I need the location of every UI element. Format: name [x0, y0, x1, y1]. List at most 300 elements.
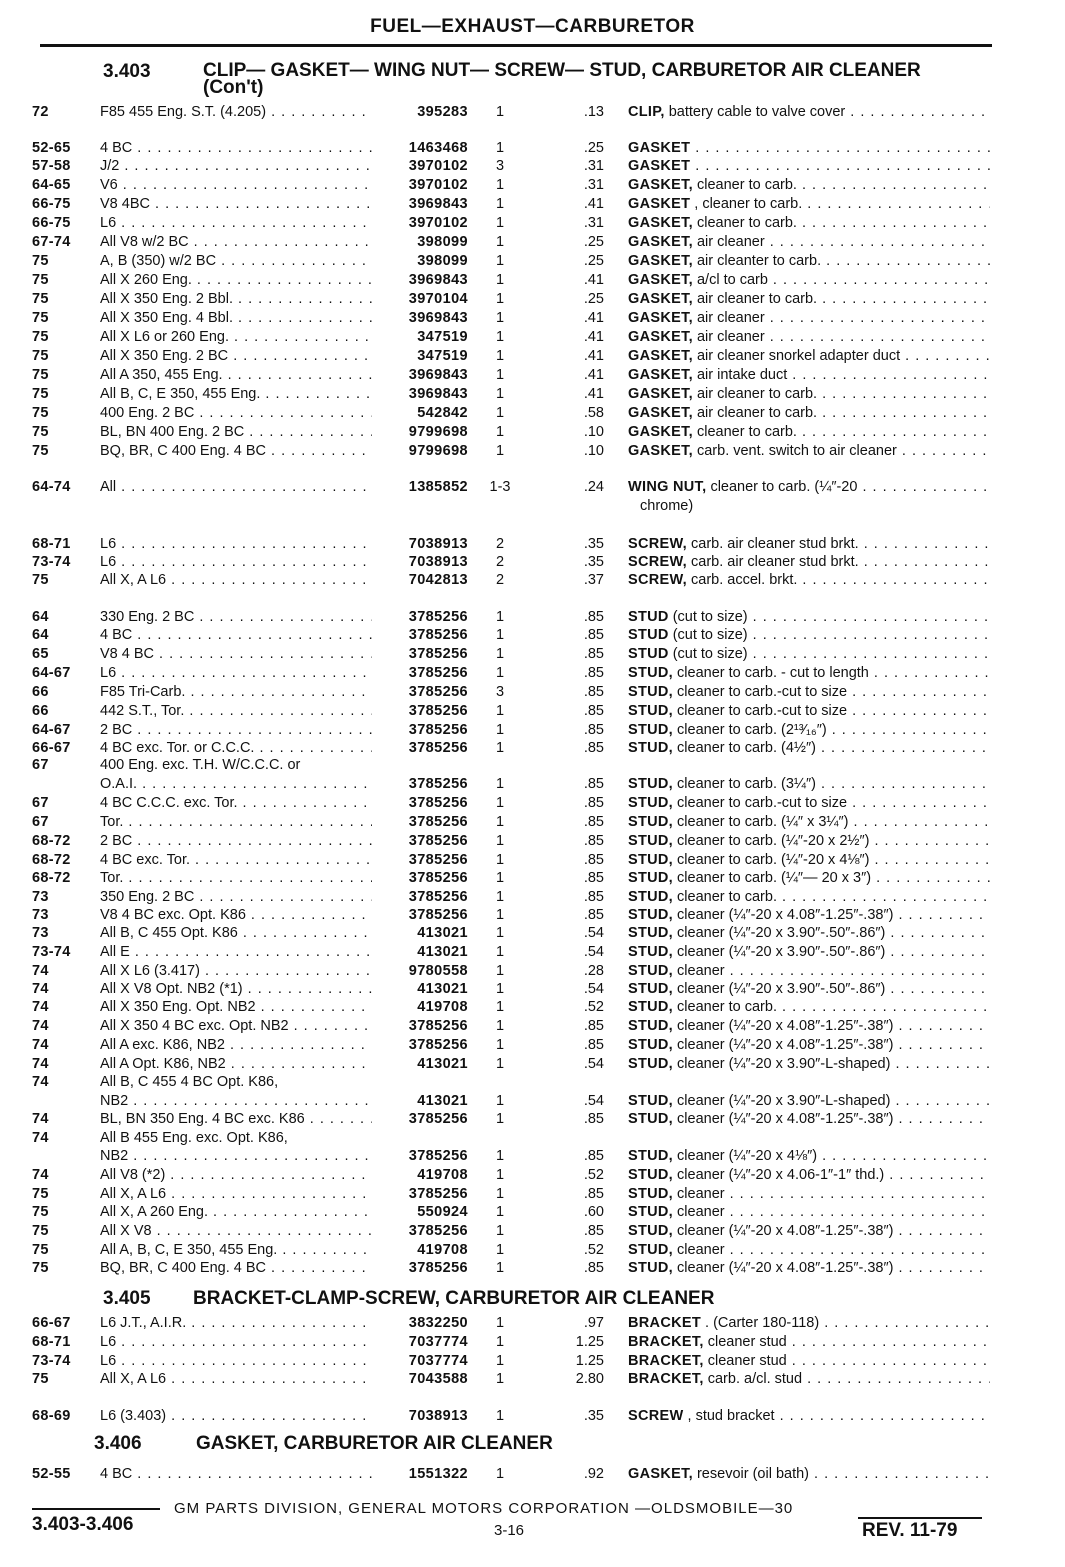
row-description-text: a/cl to carb [692, 272, 768, 288]
row-part-name: STUD, [628, 1242, 673, 1258]
row-part-name: GASKET, [628, 424, 693, 440]
row-part-number: 395283 [417, 104, 468, 120]
row-application: 330 Eng. 2 BC . . . [100, 608, 372, 627]
table-row [0, 404, 1065, 423]
row-quantity: 1 [495, 963, 505, 979]
row-part-number: 3785256 [408, 722, 468, 738]
row-part-number: 7038913 [408, 554, 468, 570]
row-price: .85 [583, 814, 604, 830]
row-year: 73 [32, 907, 49, 923]
row-price: .85 [583, 722, 604, 738]
row-price: .31 [583, 158, 604, 174]
row-year: 64 [32, 609, 49, 625]
row-description-text: cleaner (¼″-20 x 3.90″-L-shaped) [673, 1093, 891, 1109]
row-part-number: 3785256 [408, 684, 468, 700]
row-description [628, 813, 990, 832]
table-row [0, 794, 1065, 813]
row-application: All . . . [100, 478, 372, 497]
row-year: 57-58 [32, 158, 71, 174]
table-row [0, 998, 1065, 1017]
table-row [0, 366, 1065, 385]
row-application: All X 350 Eng. 2 BC . . . [100, 347, 372, 366]
row-price: .41 [583, 310, 604, 326]
row-description [628, 214, 990, 233]
row-description-text: cleaner to carb. (¼″-20 [706, 479, 858, 495]
row-application: BL, BN 400 Eng. 2 BC . . . [100, 423, 372, 442]
row-part-number: 3970102 [408, 158, 468, 174]
row-quantity: 1 [495, 1371, 505, 1387]
row-quantity: 1 [495, 1353, 505, 1369]
row-year: 75 [32, 424, 49, 440]
row-price: .85 [583, 795, 604, 811]
row-part-number: 3785256 [408, 1223, 468, 1239]
row-part-name: GASKET, [628, 1466, 693, 1482]
row-part-number: 3785256 [408, 1111, 468, 1127]
row-quantity: 1 [495, 443, 505, 459]
row-description-text: cleaner to carb. [692, 215, 797, 231]
row-description [628, 832, 990, 851]
row-part-name: GASKET, [628, 367, 693, 383]
table-row [0, 103, 1065, 122]
row-price: .85 [583, 889, 604, 905]
row-part-number: 3785256 [408, 740, 468, 756]
row-part-number: 542842 [417, 405, 468, 421]
row-part-number: 3785256 [408, 907, 468, 923]
row-price: .85 [583, 1037, 604, 1053]
row-part-number: 3970102 [408, 215, 468, 231]
row-price: .85 [583, 1260, 604, 1276]
row-year: 67 [32, 814, 49, 830]
row-price: .85 [583, 665, 604, 681]
row-description-text: carb. air cleaner stud brkt. [687, 554, 859, 570]
row-part-number: 419708 [417, 999, 468, 1015]
row-description-text: cleaner (¼″-20 x 3.90″-.50″-.86″) [673, 925, 886, 941]
row-quantity: 2 [495, 536, 505, 552]
row-quantity: 1 [495, 405, 505, 421]
row-description-text: cleaner [673, 963, 725, 979]
row-description [628, 290, 990, 309]
table-row [0, 290, 1065, 309]
row-price: .85 [583, 1186, 604, 1202]
row-description-text: cleaner (¼″-20 x 4.08″-1.25″-.38″) [673, 1223, 894, 1239]
row-part-name: BRACKET [628, 1315, 701, 1331]
row-year: 75 [32, 1242, 49, 1258]
row-quantity: 1 [495, 907, 505, 923]
row-part-number: 3785256 [408, 852, 468, 868]
row-application: V8 4 BC exc. Opt. K86 . . . [100, 906, 372, 925]
row-application: All B 455 Eng. exc. Opt. K86, [100, 1130, 288, 1146]
row-part-number: 3785256 [408, 1148, 468, 1164]
row-application: All A Opt. K86, NB2 . . . [100, 1055, 372, 1074]
row-description [628, 423, 990, 442]
table-row [0, 1017, 1065, 1036]
row-quantity: 1 [495, 367, 505, 383]
row-description [628, 233, 990, 252]
row-description-text: cleaner to carb. - cut to length [673, 665, 869, 681]
row-application: 400 Eng. exc. T.H. W/C.C.C. or [100, 757, 301, 773]
row-quantity: 1 [495, 999, 505, 1015]
table-row [0, 1055, 1065, 1074]
table-row [0, 271, 1065, 290]
row-quantity: 1 [495, 1167, 505, 1183]
row-year: 66-75 [32, 196, 71, 212]
row-year: 68-71 [32, 536, 71, 552]
table-row [0, 626, 1065, 645]
table-row [0, 423, 1065, 442]
row-application: All A 350, 455 Eng. . . . [100, 366, 372, 385]
row-price: .31 [583, 215, 604, 231]
row-part-number: 3969843 [408, 386, 468, 402]
row-description [628, 1036, 990, 1055]
row-price: .85 [583, 870, 604, 886]
row-quantity: 1 [495, 740, 505, 756]
row-description [628, 252, 990, 271]
row-price: .25 [583, 291, 604, 307]
row-quantity: 1 [495, 814, 505, 830]
row-part-number: 7038913 [408, 536, 468, 552]
row-description-text: cleaner (¼″-20 x 4.08″-1.25″-.38″) [673, 907, 894, 923]
row-description [628, 176, 990, 195]
row-application: All X, A L6 . . . [100, 1185, 372, 1204]
row-description-text: air cleaner snorkel adapter duct [692, 348, 901, 364]
row-year: 64-65 [32, 177, 71, 193]
table-row [0, 1185, 1065, 1204]
row-description [628, 683, 990, 702]
table-row [0, 664, 1065, 683]
row-application: Tor. . . . [100, 813, 372, 832]
row-price: .54 [583, 1093, 604, 1109]
row-part-number: 7037774 [408, 1334, 468, 1350]
row-part-number: 3785256 [408, 1186, 468, 1202]
row-year: 74 [32, 981, 49, 997]
row-description-text: . (Carter 180-118) [701, 1315, 820, 1331]
row-year: 74 [32, 1037, 49, 1053]
row-year: 75 [32, 367, 49, 383]
table-row [0, 1147, 1065, 1166]
row-price: .85 [583, 684, 604, 700]
row-description-text: cleaner [673, 1204, 725, 1220]
row-quantity: 1 [495, 386, 505, 402]
row-part-name: GASKET [628, 158, 691, 174]
row-application: All X L6 (3.417) . . . [100, 962, 372, 981]
table-row [0, 1129, 1065, 1148]
row-quantity: 1 [495, 104, 505, 120]
row-year: 52-55 [32, 1466, 71, 1482]
row-description [628, 980, 990, 999]
row-description [628, 721, 990, 740]
row-part-name: STUD, [628, 1204, 673, 1220]
table-row [0, 442, 1065, 461]
row-description-text: cleaner (¼″-20 x 3.90″-.50″-.86″) [673, 981, 886, 997]
row-price: .10 [583, 443, 604, 459]
row-price: .85 [583, 627, 604, 643]
row-quantity: 1 [495, 140, 505, 156]
table-row [0, 980, 1065, 999]
row-price: .85 [583, 907, 604, 923]
row-application: A, B (350) w/2 BC . . . [100, 252, 372, 271]
row-part-name: STUD, [628, 776, 673, 792]
row-quantity: 1 [495, 925, 505, 941]
row-part-number: 3785256 [408, 795, 468, 811]
row-application: All B, C 455 Opt. K86 . . . [100, 924, 372, 943]
row-price: .85 [583, 1223, 604, 1239]
row-description-text: carb. accel. brkt. [687, 572, 798, 588]
table-row [0, 553, 1065, 572]
header-divider [40, 44, 992, 47]
row-description [628, 1314, 990, 1333]
row-quantity: 3 [495, 158, 505, 174]
row-application: L6 . . . [100, 664, 372, 683]
row-description [628, 139, 990, 158]
row-part-name: STUD, [628, 814, 673, 830]
row-part-name: STUD, [628, 1018, 673, 1034]
row-quantity: 1 [495, 215, 505, 231]
row-year: 68-69 [32, 1408, 71, 1424]
row-year: 73 [32, 925, 49, 941]
table-row [0, 347, 1065, 366]
row-year: 74 [32, 1056, 49, 1072]
table-row [0, 1352, 1065, 1371]
row-part-name: STUD, [628, 795, 673, 811]
row-price: .28 [583, 963, 604, 979]
row-quantity: 1 [495, 1018, 505, 1034]
row-part-name: STUD, [628, 1037, 673, 1053]
row-year: 67 [32, 795, 49, 811]
table-row [0, 888, 1065, 907]
row-description-text: cleaner (¼″-20 x 4.06-1″-1″ thd.) [673, 1167, 885, 1183]
row-application: All E . . . [100, 943, 372, 962]
row-part-name: STUD, [628, 1186, 673, 1202]
row-description-text: , cleaner to carb. [690, 196, 803, 212]
section-title: BRACKET-CLAMP-SCREW, CARBURETOR AIR CLEANER [193, 1288, 715, 1309]
row-description [628, 1259, 990, 1278]
table-row [0, 1110, 1065, 1129]
row-part-number: 7043588 [408, 1371, 468, 1387]
table-row [0, 214, 1065, 233]
row-description-text: air cleaner [692, 329, 765, 345]
row-part-name: STUD, [628, 1056, 673, 1072]
row-application: All V8 (*2) . . . [100, 1166, 372, 1185]
row-description-text: carb. vent. switch to air cleaner [692, 443, 897, 459]
row-application: L6 J.T., A.I.R. . . . [100, 1314, 372, 1333]
row-part-name: SCREW, [628, 554, 687, 570]
row-year: 64-74 [32, 479, 71, 495]
row-application: V8 4BC . . . [100, 195, 372, 214]
row-quantity: 1 [495, 665, 505, 681]
row-description-text: cleaner [673, 1242, 725, 1258]
table-row [0, 756, 1065, 775]
row-year: 74 [32, 1074, 49, 1090]
row-quantity: 2 [495, 554, 505, 570]
row-price: .31 [583, 177, 604, 193]
row-price: .41 [583, 386, 604, 402]
row-part-number: 550924 [417, 1204, 468, 1220]
row-part-name: STUD [628, 627, 669, 643]
row-quantity: 1 [495, 852, 505, 868]
row-application: F85 Tri-Carb. . . . [100, 683, 372, 702]
row-quantity: 1 [495, 627, 505, 643]
row-part-number: 3969843 [408, 196, 468, 212]
row-quantity: 1 [495, 833, 505, 849]
row-application: All X, A L6 . . . [100, 1370, 372, 1389]
row-quantity: 1 [495, 1223, 505, 1239]
table-row [0, 962, 1065, 981]
row-price: .85 [583, 609, 604, 625]
row-year: 68-72 [32, 833, 71, 849]
row-application: All X L6 or 260 Eng. . . . [100, 328, 372, 347]
row-year: 68-71 [32, 1334, 71, 1350]
row-description-text: air cleanter to carb. [692, 253, 822, 269]
row-quantity: 1 [495, 253, 505, 269]
row-application: All X, A L6 . . . [100, 571, 372, 590]
row-quantity: 1 [495, 348, 505, 364]
row-price: .85 [583, 852, 604, 868]
row-description [628, 962, 990, 981]
row-description-text: cleaner to carb.-cut to size [673, 795, 848, 811]
row-part-name: BRACKET, [628, 1353, 704, 1369]
footer-divider [858, 1517, 982, 1519]
row-part-number: 398099 [417, 253, 468, 269]
row-quantity: 1 [495, 1315, 505, 1331]
row-description [628, 1333, 990, 1352]
table-row [0, 1166, 1065, 1185]
row-price: .92 [583, 1466, 604, 1482]
row-year: 68-72 [32, 870, 71, 886]
row-quantity: 1 [495, 1408, 505, 1424]
row-description-text: cleaner [673, 1186, 725, 1202]
row-part-name: GASKET, [628, 234, 693, 250]
table-row [0, 1241, 1065, 1260]
row-year: 72 [32, 104, 49, 120]
table-row [0, 1073, 1065, 1092]
row-year: 74 [32, 1018, 49, 1034]
row-part-number: 1551322 [408, 1466, 468, 1482]
table-row [0, 195, 1065, 214]
table-row [0, 309, 1065, 328]
row-description-text: cleaner stud [703, 1334, 787, 1350]
row-description-text: cleaner to carb. (3¼″) [673, 776, 816, 792]
row-quantity: 1 [495, 1148, 505, 1164]
row-application: BQ, BR, C 400 Eng. 4 BC . . . [100, 1259, 372, 1278]
section-heading-3403 [103, 62, 1003, 102]
row-part-name: STUD, [628, 925, 673, 941]
row-part-number: 9799698 [408, 424, 468, 440]
row-year: 75 [32, 1186, 49, 1202]
row-year: 66-67 [32, 1315, 71, 1331]
row-description [628, 1222, 990, 1241]
row-year: 75 [32, 348, 49, 364]
row-part-number: 3785256 [408, 889, 468, 905]
row-description [628, 1465, 990, 1484]
row-price: .41 [583, 272, 604, 288]
row-application: All X, A 260 Eng. . . . [100, 1203, 372, 1222]
row-quantity: 1 [495, 272, 505, 288]
row-price: .10 [583, 424, 604, 440]
row-quantity: 1 [495, 1204, 505, 1220]
table-row [0, 943, 1065, 962]
row-application: J/2 . . . [100, 157, 372, 176]
row-application: All A, B, C, E 350, 455 Eng. . . . [100, 1241, 372, 1260]
row-year: 64-67 [32, 665, 71, 681]
table-row [0, 571, 1065, 590]
table-row [0, 176, 1065, 195]
row-description [628, 309, 990, 328]
row-description-text: carb. a/cl. stud [703, 1371, 803, 1387]
row-price: .41 [583, 348, 604, 364]
row-application: All X 350 Eng. 4 Bbl. . . . [100, 309, 372, 328]
table-row [0, 645, 1065, 664]
row-part-name: GASKET [628, 196, 691, 212]
row-quantity: 1 [495, 1111, 505, 1127]
row-part-name: STUD, [628, 907, 673, 923]
row-price: 1.25 [575, 1353, 604, 1369]
row-year: 73-74 [32, 1353, 71, 1369]
row-year: 66-67 [32, 740, 71, 756]
row-description [628, 1166, 990, 1185]
row-part-name: STUD, [628, 852, 673, 868]
row-price: .13 [583, 104, 604, 120]
row-part-number: 413021 [417, 1093, 468, 1109]
row-year: 75 [32, 310, 49, 326]
row-part-name: STUD, [628, 722, 673, 738]
row-year: 65 [32, 646, 49, 662]
row-price: .25 [583, 140, 604, 156]
row-application: All X 350 4 BC exc. Opt. NB2 . . . [100, 1017, 372, 1036]
row-part-name: GASKET, [628, 443, 693, 459]
row-part-number: 413021 [417, 925, 468, 941]
row-part-number: 1463468 [408, 140, 468, 156]
row-part-name: BRACKET, [628, 1371, 704, 1387]
row-part-name: STUD, [628, 665, 673, 681]
row-description [628, 1370, 990, 1389]
row-part-number: 9780558 [408, 963, 468, 979]
row-application: NB2 . . . [100, 1092, 372, 1111]
row-part-number: 3785256 [408, 665, 468, 681]
row-part-number: 3785256 [408, 1037, 468, 1053]
row-part-number: 3969843 [408, 272, 468, 288]
row-part-number: 413021 [417, 1056, 468, 1072]
table-row [0, 1203, 1065, 1222]
row-part-name: SCREW, [628, 536, 687, 552]
row-part-name: GASKET, [628, 253, 693, 269]
row-part-name: BRACKET, [628, 1334, 704, 1350]
row-part-name: GASKET, [628, 272, 693, 288]
row-year: 67-74 [32, 234, 71, 250]
table-row [0, 1314, 1065, 1333]
row-quantity: 1 [495, 795, 505, 811]
row-part-name: GASKET, [628, 329, 693, 345]
row-part-name: STUD, [628, 981, 673, 997]
table-row [0, 775, 1065, 794]
row-quantity: 1 [495, 291, 505, 307]
row-part-name: STUD, [628, 1260, 673, 1276]
row-description-text: cleaner (¼″-20 x 3.90″-L-shaped) [673, 1056, 891, 1072]
row-application: All X V8 . . . [100, 1222, 372, 1241]
row-price: .85 [583, 740, 604, 756]
row-description [628, 478, 990, 497]
row-price: .25 [583, 253, 604, 269]
section-heading-3405 [103, 1289, 1003, 1311]
row-description-text: resevoir (oil bath) [692, 1466, 809, 1482]
row-description [628, 366, 990, 385]
row-year: 67 [32, 757, 49, 773]
table-row [0, 924, 1065, 943]
row-application: L6 . . . [100, 214, 372, 233]
table-row [0, 906, 1065, 925]
row-application: All V8 w/2 BC . . . [100, 233, 372, 252]
row-application: O.A.I. . . . [100, 775, 372, 794]
row-part-name: STUD, [628, 1148, 673, 1164]
